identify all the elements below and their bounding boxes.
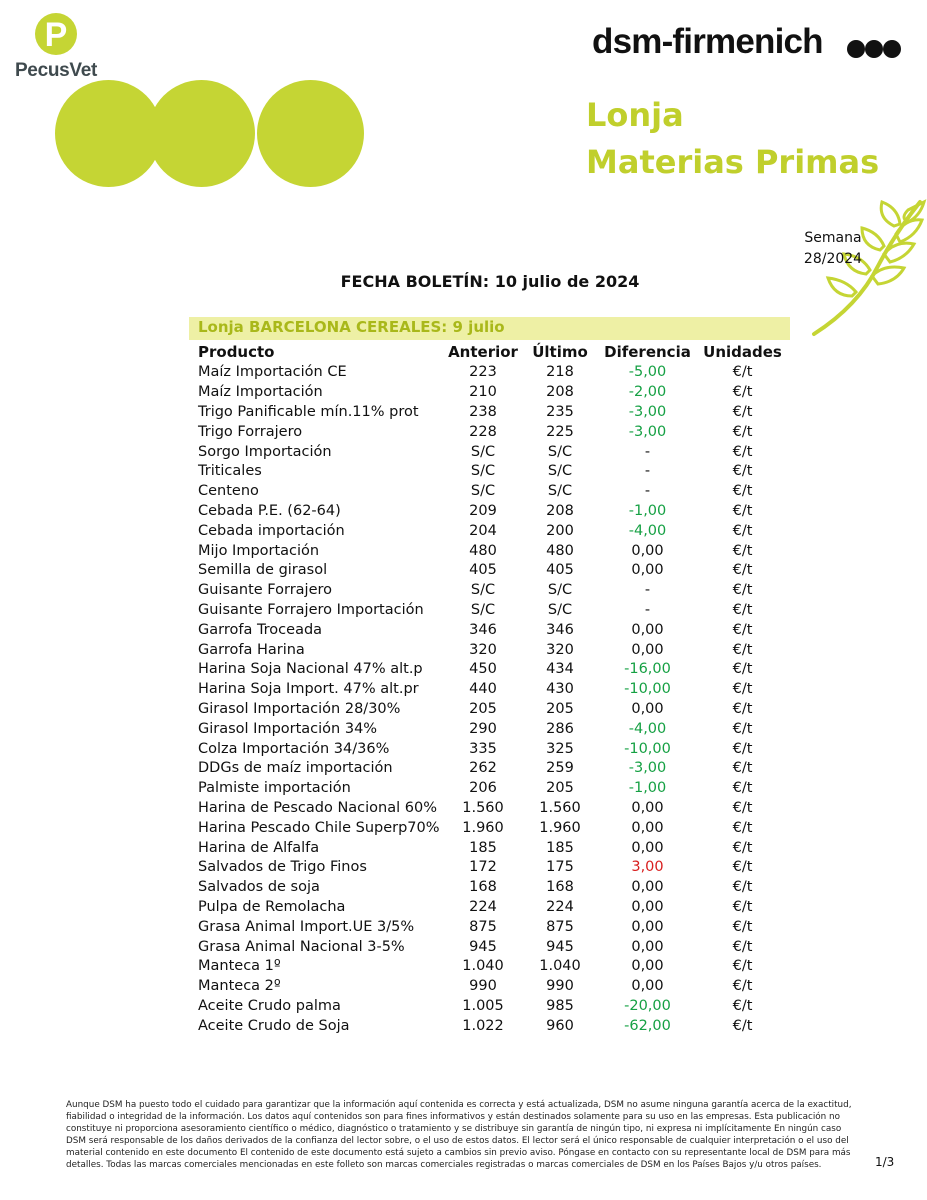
cell-producto: Grasa Animal Nacional 3-5% [198,938,405,955]
table-row [189,719,790,739]
cell-ultimo: 480 [546,542,574,559]
cell-diferencia: -3,00 [628,760,667,777]
table-row [189,403,790,423]
cell-unidades: €/t [732,364,753,381]
table-row [189,818,790,838]
cell-anterior: 450 [469,661,497,678]
table-row [189,383,790,403]
cell-diferencia: 0,00 [631,898,664,915]
table-row [189,640,790,660]
cell-ultimo: 224 [546,898,574,915]
price-table-body [189,363,790,1036]
cell-unidades: €/t [732,879,753,896]
cell-ultimo: 1.560 [539,799,581,816]
cell-ultimo: 945 [546,938,574,955]
cell-anterior: 172 [469,859,497,876]
cell-anterior: S/C [470,463,496,480]
cell-diferencia: 0,00 [631,799,664,816]
cell-unidades: €/t [732,819,753,836]
cell-ultimo: 168 [546,879,574,896]
cell-diferencia: 0,00 [631,918,664,935]
cell-anterior: 320 [469,641,497,658]
cell-unidades: €/t [732,661,753,678]
table-row [189,363,790,383]
cell-unidades: €/t [732,562,753,579]
cell-producto: Palmiste importación [198,780,351,797]
cell-producto: Harina Pescado Chile Superp70% [198,819,440,836]
cell-diferencia: -10,00 [624,681,671,698]
cell-unidades: €/t [732,760,753,777]
table-row [189,561,790,581]
cell-diferencia: 0,00 [631,958,664,975]
cell-unidades: €/t [732,502,753,519]
cell-anterior: 480 [469,542,497,559]
cell-ultimo: 960 [546,1017,574,1034]
cell-diferencia: -3,00 [628,423,667,440]
cell-diferencia: - [644,601,651,618]
cell-unidades: €/t [732,700,753,717]
cell-anterior: 228 [469,423,497,440]
cell-unidades: €/t [732,582,753,599]
cell-anterior: S/C [470,483,496,500]
cell-anterior: 206 [469,780,497,797]
cell-diferencia: - [644,483,651,500]
cell-unidades: €/t [732,601,753,618]
cell-anterior: 223 [469,364,497,381]
dsm-dot-3-icon [883,40,901,58]
cell-ultimo: 235 [546,403,574,420]
table-row [189,739,790,759]
table-row [189,601,790,621]
cell-ultimo: S/C [547,463,573,480]
cell-producto: Maíz Importación [198,384,323,401]
cell-producto: Semilla de girasol [198,562,328,579]
cell-diferencia: -5,00 [628,364,667,381]
cell-ultimo: 430 [546,681,574,698]
cell-diferencia: -4,00 [628,522,667,539]
cell-producto: Pulpa de Remolacha [198,898,346,915]
cell-anterior: 346 [469,621,497,638]
week-label: Semana [804,230,862,246]
cell-anterior: 209 [469,502,497,519]
cell-diferencia: -16,00 [624,661,671,678]
table-row [189,442,790,462]
dsm-dot-1-icon [847,40,865,58]
cell-anterior: 405 [469,562,497,579]
cell-anterior: 990 [469,978,497,995]
cell-anterior: 262 [469,760,497,777]
cell-producto: Maíz Importación CE [198,364,347,381]
cell-diferencia: -2,00 [628,384,667,401]
cell-producto: Girasol Importación 28/30% [198,700,401,717]
decor-circle-1 [55,80,162,187]
cell-unidades: €/t [732,859,753,876]
cell-unidades: €/t [732,938,753,955]
cell-ultimo: S/C [547,601,573,618]
cell-anterior: 1.022 [462,1017,504,1034]
cell-diferencia: -1,00 [628,502,667,519]
cell-ultimo: 175 [546,859,574,876]
cell-producto: Centeno [198,483,259,500]
table-row [189,680,790,700]
cell-ultimo: S/C [547,483,573,500]
cell-diferencia: 0,00 [631,562,664,579]
table-row [189,957,790,977]
table-row [189,858,790,878]
cell-anterior: 224 [469,898,497,915]
cell-ultimo: 286 [546,720,574,737]
cell-producto: Salvados de soja [198,879,320,896]
cell-diferencia: - [644,582,651,599]
cell-unidades: €/t [732,621,753,638]
cell-producto: Manteca 1º [198,958,281,975]
cell-ultimo: 218 [546,364,574,381]
cell-ultimo: 205 [546,780,574,797]
table-row [189,502,790,522]
cell-ultimo: 1.040 [539,958,581,975]
cell-ultimo: 185 [546,839,574,856]
cell-anterior: 205 [469,700,497,717]
cell-diferencia: -10,00 [624,740,671,757]
cell-diferencia: -62,00 [624,1017,671,1034]
table-row [189,937,790,957]
cell-diferencia: 0,00 [631,700,664,717]
cell-producto: Harina Soja Import. 47% alt.pr [198,681,419,698]
cell-diferencia: 0,00 [631,621,664,638]
page-title-line2: Materias Primas [586,143,880,181]
cell-ultimo: 259 [546,760,574,777]
pecusvet-mark: P [44,16,68,54]
cell-anterior: 875 [469,918,497,935]
cell-unidades: €/t [732,978,753,995]
cell-producto: Cebada P.E. (62-64) [198,502,341,519]
table-row [189,620,790,640]
cell-unidades: €/t [732,423,753,440]
col-header-anterior: Anterior [448,343,518,361]
cell-diferencia: 0,00 [631,819,664,836]
cell-unidades: €/t [732,1017,753,1034]
cell-unidades: €/t [732,720,753,737]
cell-diferencia: -20,00 [624,997,671,1014]
decor-circle-2 [148,80,255,187]
cell-diferencia: 3,00 [631,859,664,876]
cell-producto: Harina de Pescado Nacional 60% [198,799,437,816]
cell-ultimo: 1.960 [539,819,581,836]
cell-diferencia: -4,00 [628,720,667,737]
table-row [189,521,790,541]
cell-anterior: S/C [470,601,496,618]
cell-ultimo: 208 [546,384,574,401]
cell-unidades: €/t [732,483,753,500]
cell-unidades: €/t [732,740,753,757]
table-row [189,581,790,601]
table-row [189,898,790,918]
cell-diferencia: 0,00 [631,978,664,995]
table-row [189,1016,790,1036]
cell-unidades: €/t [732,542,753,559]
cell-anterior: 1.005 [462,997,504,1014]
table-row [189,660,790,680]
cell-anterior: 1.960 [462,819,504,836]
cell-ultimo: S/C [547,443,573,460]
table-row [189,462,790,482]
cell-producto: Harina de Alfalfa [198,839,320,856]
page-title-line1: Lonja [586,96,684,134]
cell-anterior: 210 [469,384,497,401]
cell-producto: Salvados de Trigo Finos [198,859,367,876]
cell-ultimo: S/C [547,582,573,599]
cell-diferencia: - [644,463,651,480]
cell-anterior: 335 [469,740,497,757]
col-header-producto: Producto [198,343,275,361]
cell-unidades: €/t [732,403,753,420]
cell-producto: Triticales [198,463,262,480]
cell-unidades: €/t [732,918,753,935]
table-row [189,997,790,1017]
cell-ultimo: 208 [546,502,574,519]
cell-anterior: 185 [469,839,497,856]
cell-ultimo: 985 [546,997,574,1014]
cell-diferencia: -1,00 [628,780,667,797]
week-value: 28/2024 [803,251,863,267]
cell-unidades: €/t [732,681,753,698]
table-row [189,779,790,799]
cell-unidades: €/t [732,839,753,856]
cell-ultimo: 405 [546,562,574,579]
cell-unidades: €/t [732,463,753,480]
col-header-unidades: Unidades [703,343,782,361]
cell-producto: Garrofa Harina [198,641,305,658]
cell-producto: Guisante Forrajero Importación [198,601,424,618]
cell-anterior: S/C [470,582,496,599]
cell-producto: Grasa Animal Import.UE 3/5% [198,918,415,935]
cell-producto: Aceite Crudo palma [198,997,341,1014]
cell-unidades: €/t [732,997,753,1014]
cell-ultimo: 875 [546,918,574,935]
cell-producto: Sorgo Importación [198,443,332,460]
cell-unidades: €/t [732,443,753,460]
cell-producto: Cebada importación [198,522,345,539]
table-row [189,917,790,937]
cell-unidades: €/t [732,522,753,539]
section-title: Lonja BARCELONA CEREALES: 9 julio [198,318,505,336]
cell-producto: Guisante Forrajero [198,582,333,599]
dsm-dot-2-icon [865,40,883,58]
decor-circle-3 [257,80,364,187]
cell-anterior: 204 [469,522,497,539]
col-header-ultimo: Último [532,343,588,361]
price-table [189,341,790,1036]
page-number: 1/3 [875,1155,895,1169]
cell-diferencia: - [644,443,651,460]
cell-producto: Manteca 2º [198,978,281,995]
col-header-diferencia: Diferencia [604,343,691,361]
cell-anterior: 168 [469,879,497,896]
table-row [189,759,790,779]
table-row [189,541,790,561]
cell-anterior: 1.560 [462,799,504,816]
table-row [189,482,790,502]
cell-diferencia: 0,00 [631,542,664,559]
cell-diferencia: 0,00 [631,879,664,896]
cell-producto: Harina Soja Nacional 47% alt.p [198,661,423,678]
cell-ultimo: 225 [546,423,574,440]
cell-ultimo: 320 [546,641,574,658]
cell-producto: Mijo Importación [198,542,320,559]
cell-producto: Colza Importación 34/36% [198,740,390,757]
cell-unidades: €/t [732,641,753,658]
cell-unidades: €/t [732,898,753,915]
cell-ultimo: 990 [546,978,574,995]
cell-diferencia: -3,00 [628,403,667,420]
cell-producto: Girasol Importación 34% [198,720,378,737]
cell-anterior: S/C [470,443,496,460]
cell-anterior: 440 [469,681,497,698]
cell-ultimo: 346 [546,621,574,638]
cell-producto: Trigo Forrajero [198,423,303,440]
cell-anterior: 1.040 [462,958,504,975]
week-info [786,228,880,270]
cell-unidades: €/t [732,384,753,401]
table-header-row [189,341,790,363]
bulletin-date: FECHA BOLETÍN: 10 julio de 2024 [340,272,640,291]
cell-anterior: 290 [469,720,497,737]
table-row [189,878,790,898]
cell-unidades: €/t [732,799,753,816]
cell-producto: Garrofa Troceada [198,621,323,638]
cell-diferencia: 0,00 [631,641,664,658]
cell-diferencia: 0,00 [631,938,664,955]
cell-anterior: 945 [469,938,497,955]
cell-producto: Aceite Crudo de Soja [198,1017,350,1034]
table-row [189,838,790,858]
cell-ultimo: 205 [546,700,574,717]
cell-ultimo: 200 [546,522,574,539]
cell-producto: Trigo Panificable mín.11% prot [198,403,419,420]
legal-disclaimer: Aunque DSM ha puesto todo el cuidado para garantizar que la información aquí contenida es correcta y está actualizada, DSM no asume ninguna garantía acerca de la exactitud, fiabilidad o integridad de la información. Los datos aquí contenidos son para fines informativos y están destinados solamente para su uso en las empresas. Esta publicación no constituye ni proporciona asesoramiento científico o médico, diagnóstico o tratamiento y se distribuye sin garantía de ningún tipo, ni expresa ni implícitamente En ningún caso DSM será responsable de los daños derivados de la confianza del lector sobre, o el uso de estos datos. El lector será el único responsable de cualquier interpretación o el uso del material contenido en este documento El contenido de este documento está sujeto a cambios sin previo aviso. Póngase en contacto con su representante local de DSM para más detalles. Todas las marcas comerciales mencionadas en este folleto son marcas comerciales registradas o marcas comerciales de DSM en los Países Bajos y/u otros países. [66,1100,852,1170]
cell-unidades: €/t [732,958,753,975]
cell-diferencia: 0,00 [631,839,664,856]
cell-anterior: 238 [469,403,497,420]
cell-ultimo: 325 [546,740,574,757]
pecusvet-name: PecusVet [14,60,98,81]
table-row [189,977,790,997]
table-row [189,422,790,442]
dsm-firmenich-logo: dsm-firmenich [592,22,823,61]
table-row [189,799,790,819]
table-row [189,700,790,720]
cell-ultimo: 434 [546,661,574,678]
cell-unidades: €/t [732,780,753,797]
cell-producto: DDGs de maíz importación [198,760,393,777]
